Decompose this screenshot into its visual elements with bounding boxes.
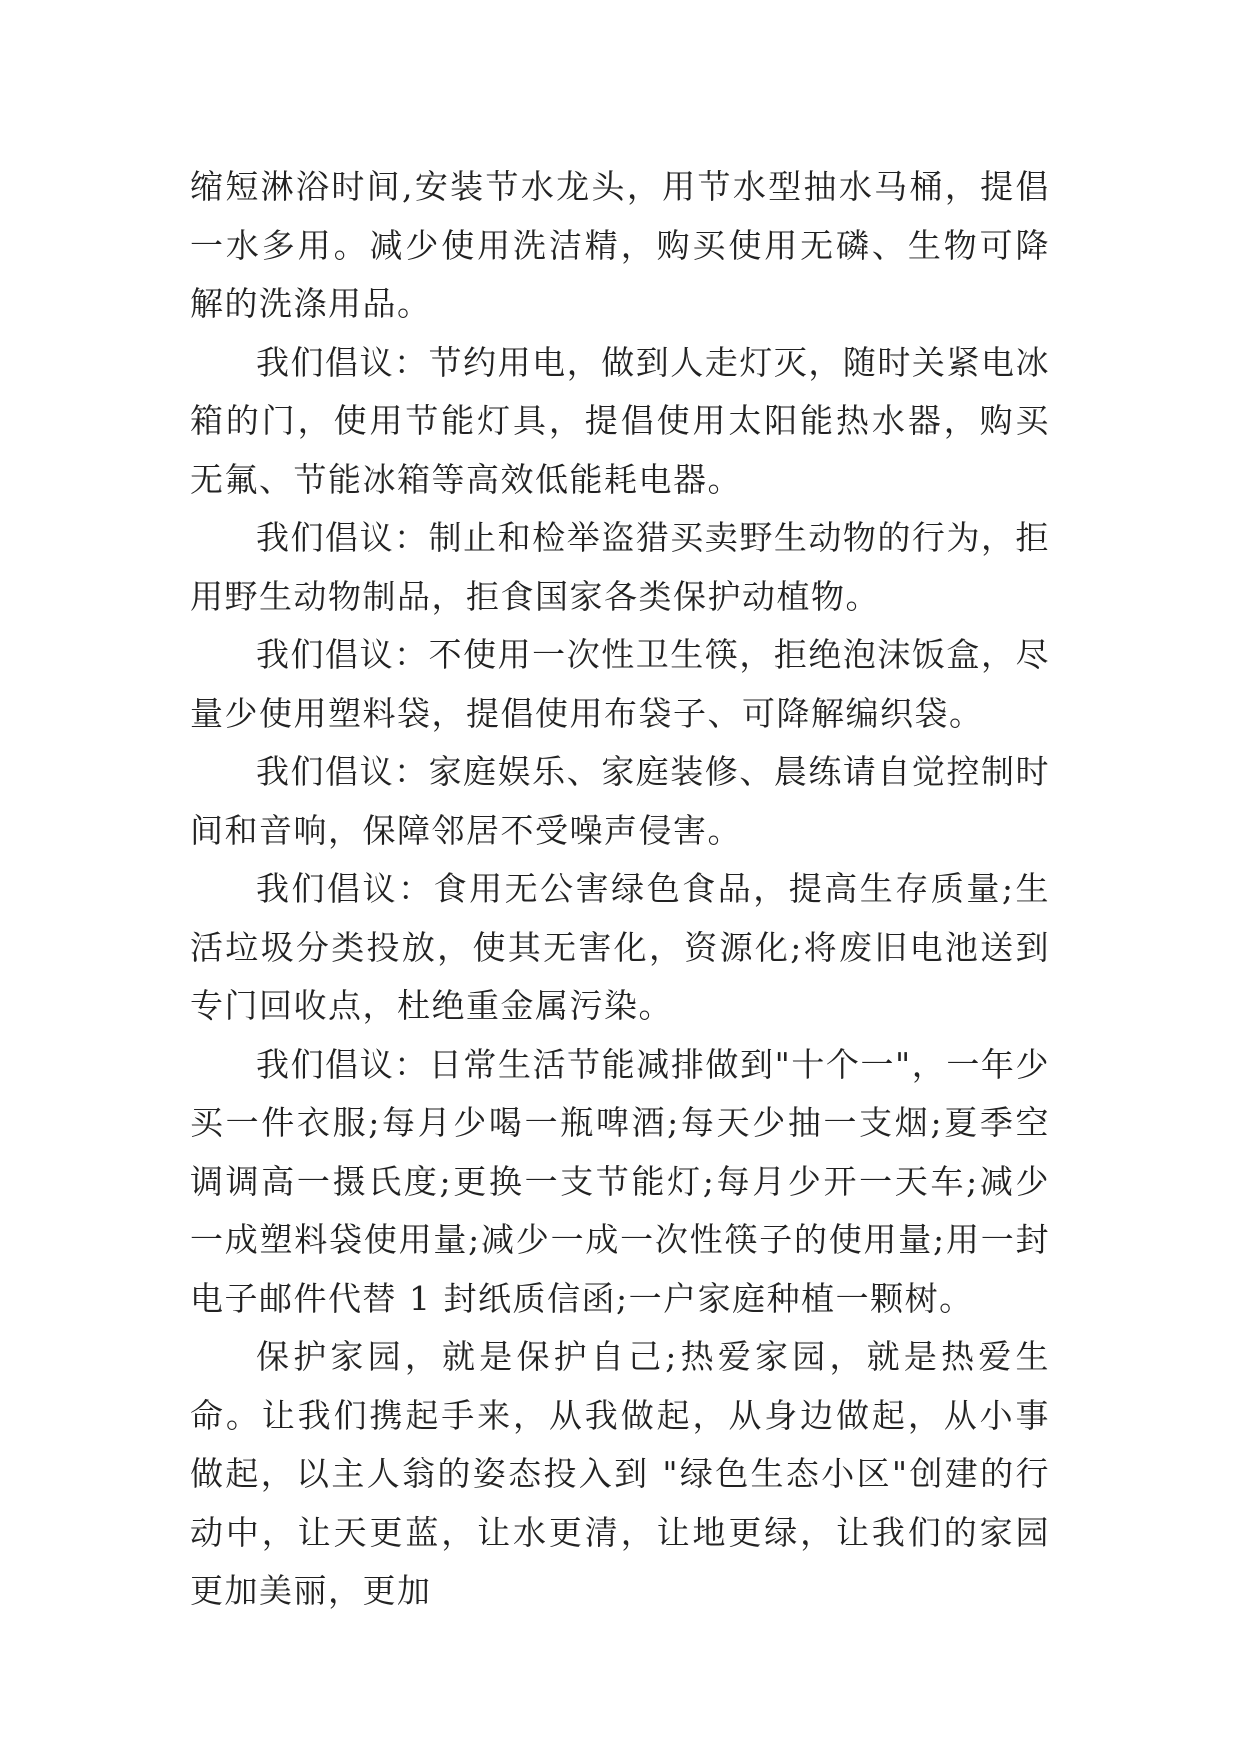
paragraph-electricity-saving: 我们倡议：节约用电，做到人走灯灭，随时关紧电冰箱的门，使用节能灯具，提倡使用太阳能热水器，购买无氟、节能冰箱等高效低能耗电器。 [190,342,1050,499]
paragraph-green-food-waste: 我们倡议：食用无公害绿色食品，提高生存质量;生活垃圾分类投放，使其无害化，资源化;将废旧电池送到专门回收点，杜绝重金属污染。 [190,869,1050,1025]
paragraph-noise: 我们倡议：家庭娱乐、家庭装修、晨练请自觉控制时间和音响，保障邻居不受噪声侵害。 [190,752,1050,850]
paragraph-water-saving: 缩短淋浴时间,安装节水龙头，用节水型抽水马桶，提倡一水多用。减少使用洗洁精，购买使用无磷、生物可降解的洗涤用品。 [190,167,1050,323]
paragraph-closing: 保护家园，就是保护自己;热爱家园，就是热爱生命。让我们携起手来，从我做起，从身边做起，从小事做起，以主人翁的姿态投入到 "绿色生态小区"创建的行动中，让天更蓝，让水更清，让地更绿，让我们的家园更加美丽，更加 [190,1337,1050,1610]
paragraph-wildlife-protection: 我们倡议：制止和检举盗猎买卖野生动物的行为，拒用野生动物制品，拒食国家各类保护动植物。 [190,518,1050,616]
paragraph-disposables: 我们倡议：不使用一次性卫生筷，拒绝泡沫饭盒，尽量少使用塑料袋，提倡使用布袋子、可降解编织袋。 [190,635,1050,733]
document-body [190,158,1050,1621]
paragraph-ten-ones: 我们倡议：日常生活节能减排做到"十个一"，一年少买一件衣服;每月少喝一瓶啤酒;每天少抽一支烟;夏季空调调高一摄氏度;更换一支节能灯;每月少开一天车;减少一成塑料袋使用量;减少一成一次性筷子的使用量;用一封电子邮件代替 1 封纸质信函;一户家庭种植一颗树。 [190,1044,1050,1318]
